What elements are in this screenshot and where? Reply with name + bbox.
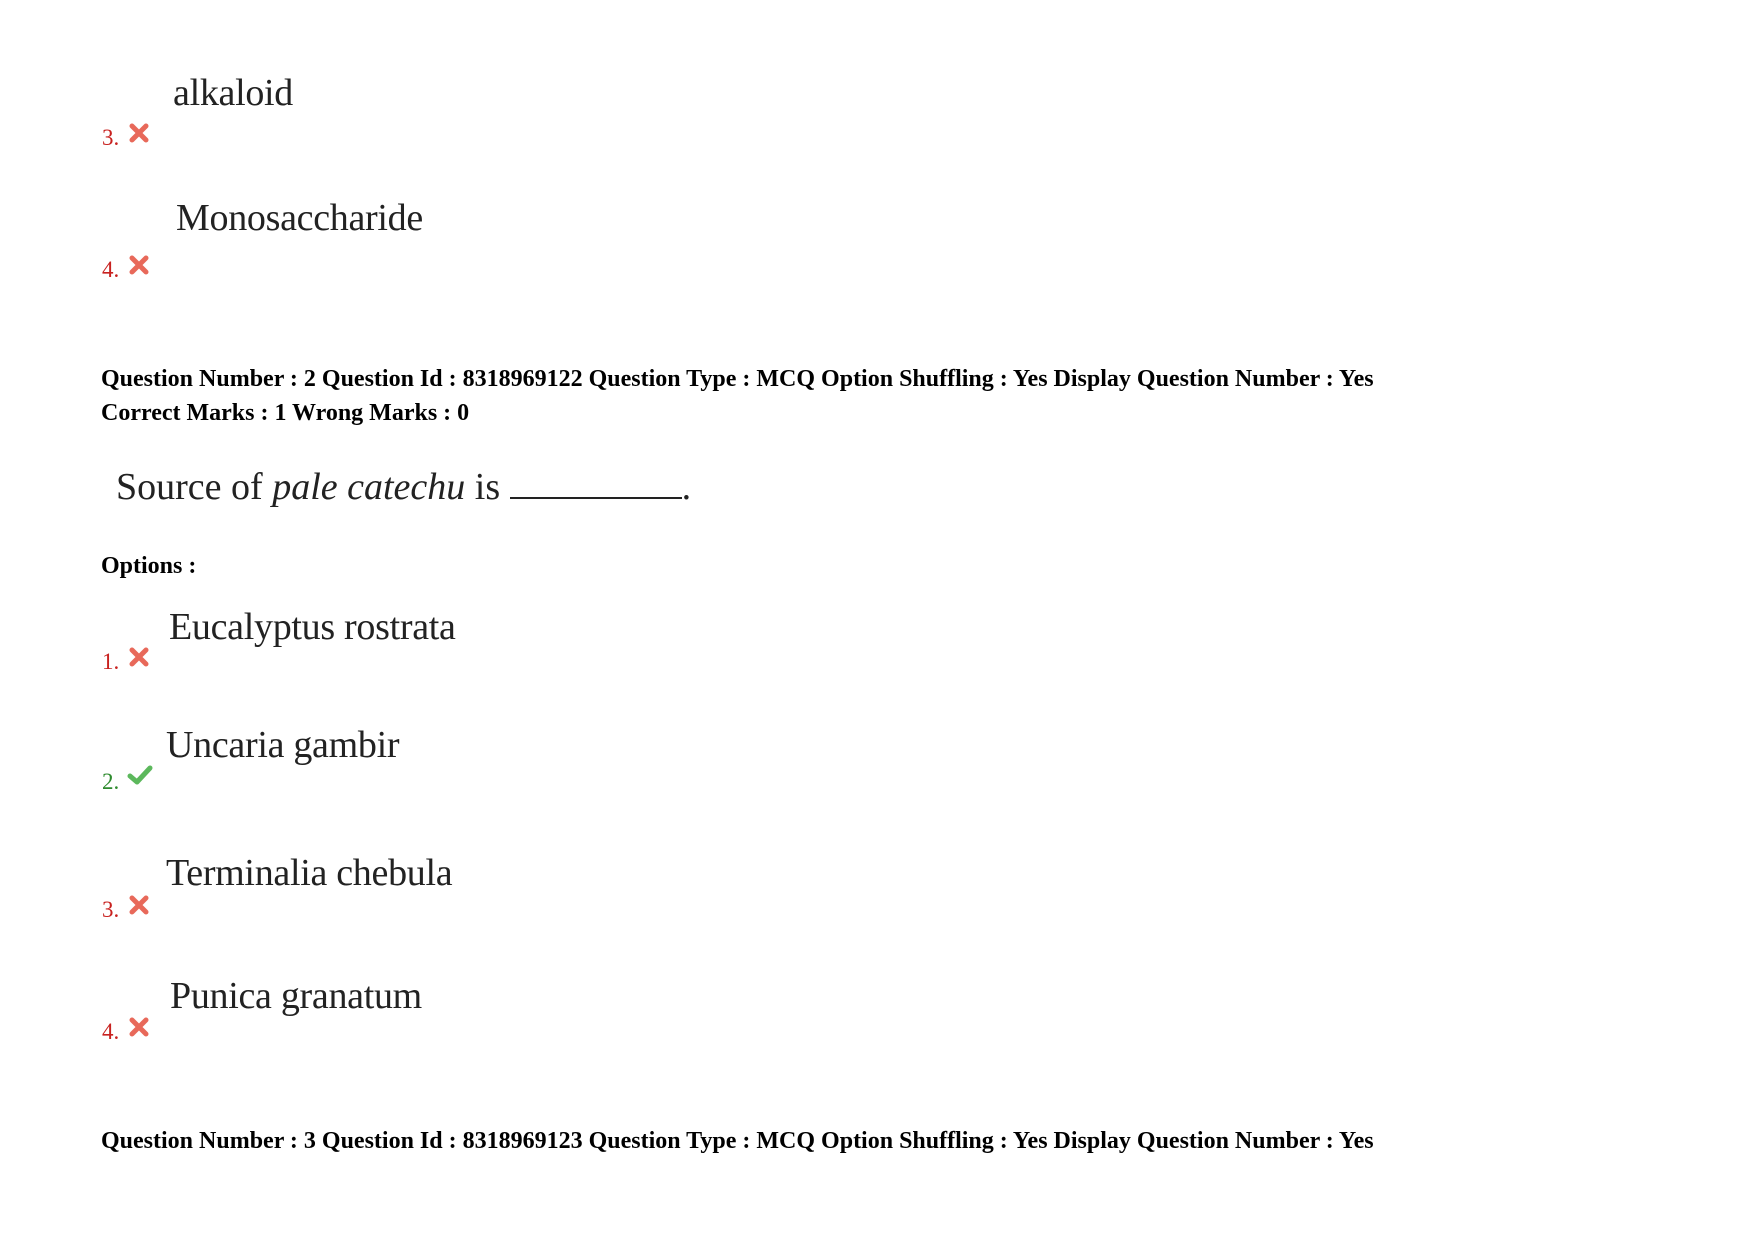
wrong-cross-icon xyxy=(128,646,150,668)
question-stem xyxy=(116,467,691,506)
option-number: 3. xyxy=(102,897,120,922)
option-text: Monosaccharide xyxy=(176,197,423,239)
question-stem-end: . xyxy=(681,466,692,508)
wrong-cross-icon xyxy=(128,1016,150,1038)
option-text: Uncaria gambir xyxy=(166,724,400,766)
correct-check-icon xyxy=(127,764,153,786)
marks-meta: Correct Marks : 1 Wrong Marks : 0 xyxy=(101,400,470,426)
option-text: Punica granatum xyxy=(170,975,422,1017)
option-text: Terminalia chebula xyxy=(166,852,453,894)
options-label: Options : xyxy=(101,553,197,579)
answer-blank xyxy=(510,467,682,499)
option-text: Eucalyptus rostrata xyxy=(169,606,456,648)
wrong-cross-icon xyxy=(128,894,150,916)
option-text: alkaloid xyxy=(173,72,294,114)
question-stem-italic: pale catechu xyxy=(272,466,466,508)
question-stem-prefix: Source of xyxy=(116,466,273,508)
question-meta: Question Number : 3 Question Id : 8318969123 Question Type : MCQ Option Shuffling : Yes Display Question Number : Yes xyxy=(101,1128,1374,1154)
option-number: 4. xyxy=(102,1019,120,1044)
question-meta: Question Number : 2 Question Id : 8318969122 Question Type : MCQ Option Shuffling : Yes Display Question Number : Yes xyxy=(101,366,1374,392)
option-number: 1. xyxy=(102,649,120,674)
wrong-cross-icon xyxy=(128,122,150,144)
option-number: 3. xyxy=(102,125,120,150)
option-number: 2. xyxy=(102,769,120,794)
question-stem-suffix: is xyxy=(465,466,510,508)
option-number: 4. xyxy=(102,257,120,282)
wrong-cross-icon xyxy=(128,254,150,276)
